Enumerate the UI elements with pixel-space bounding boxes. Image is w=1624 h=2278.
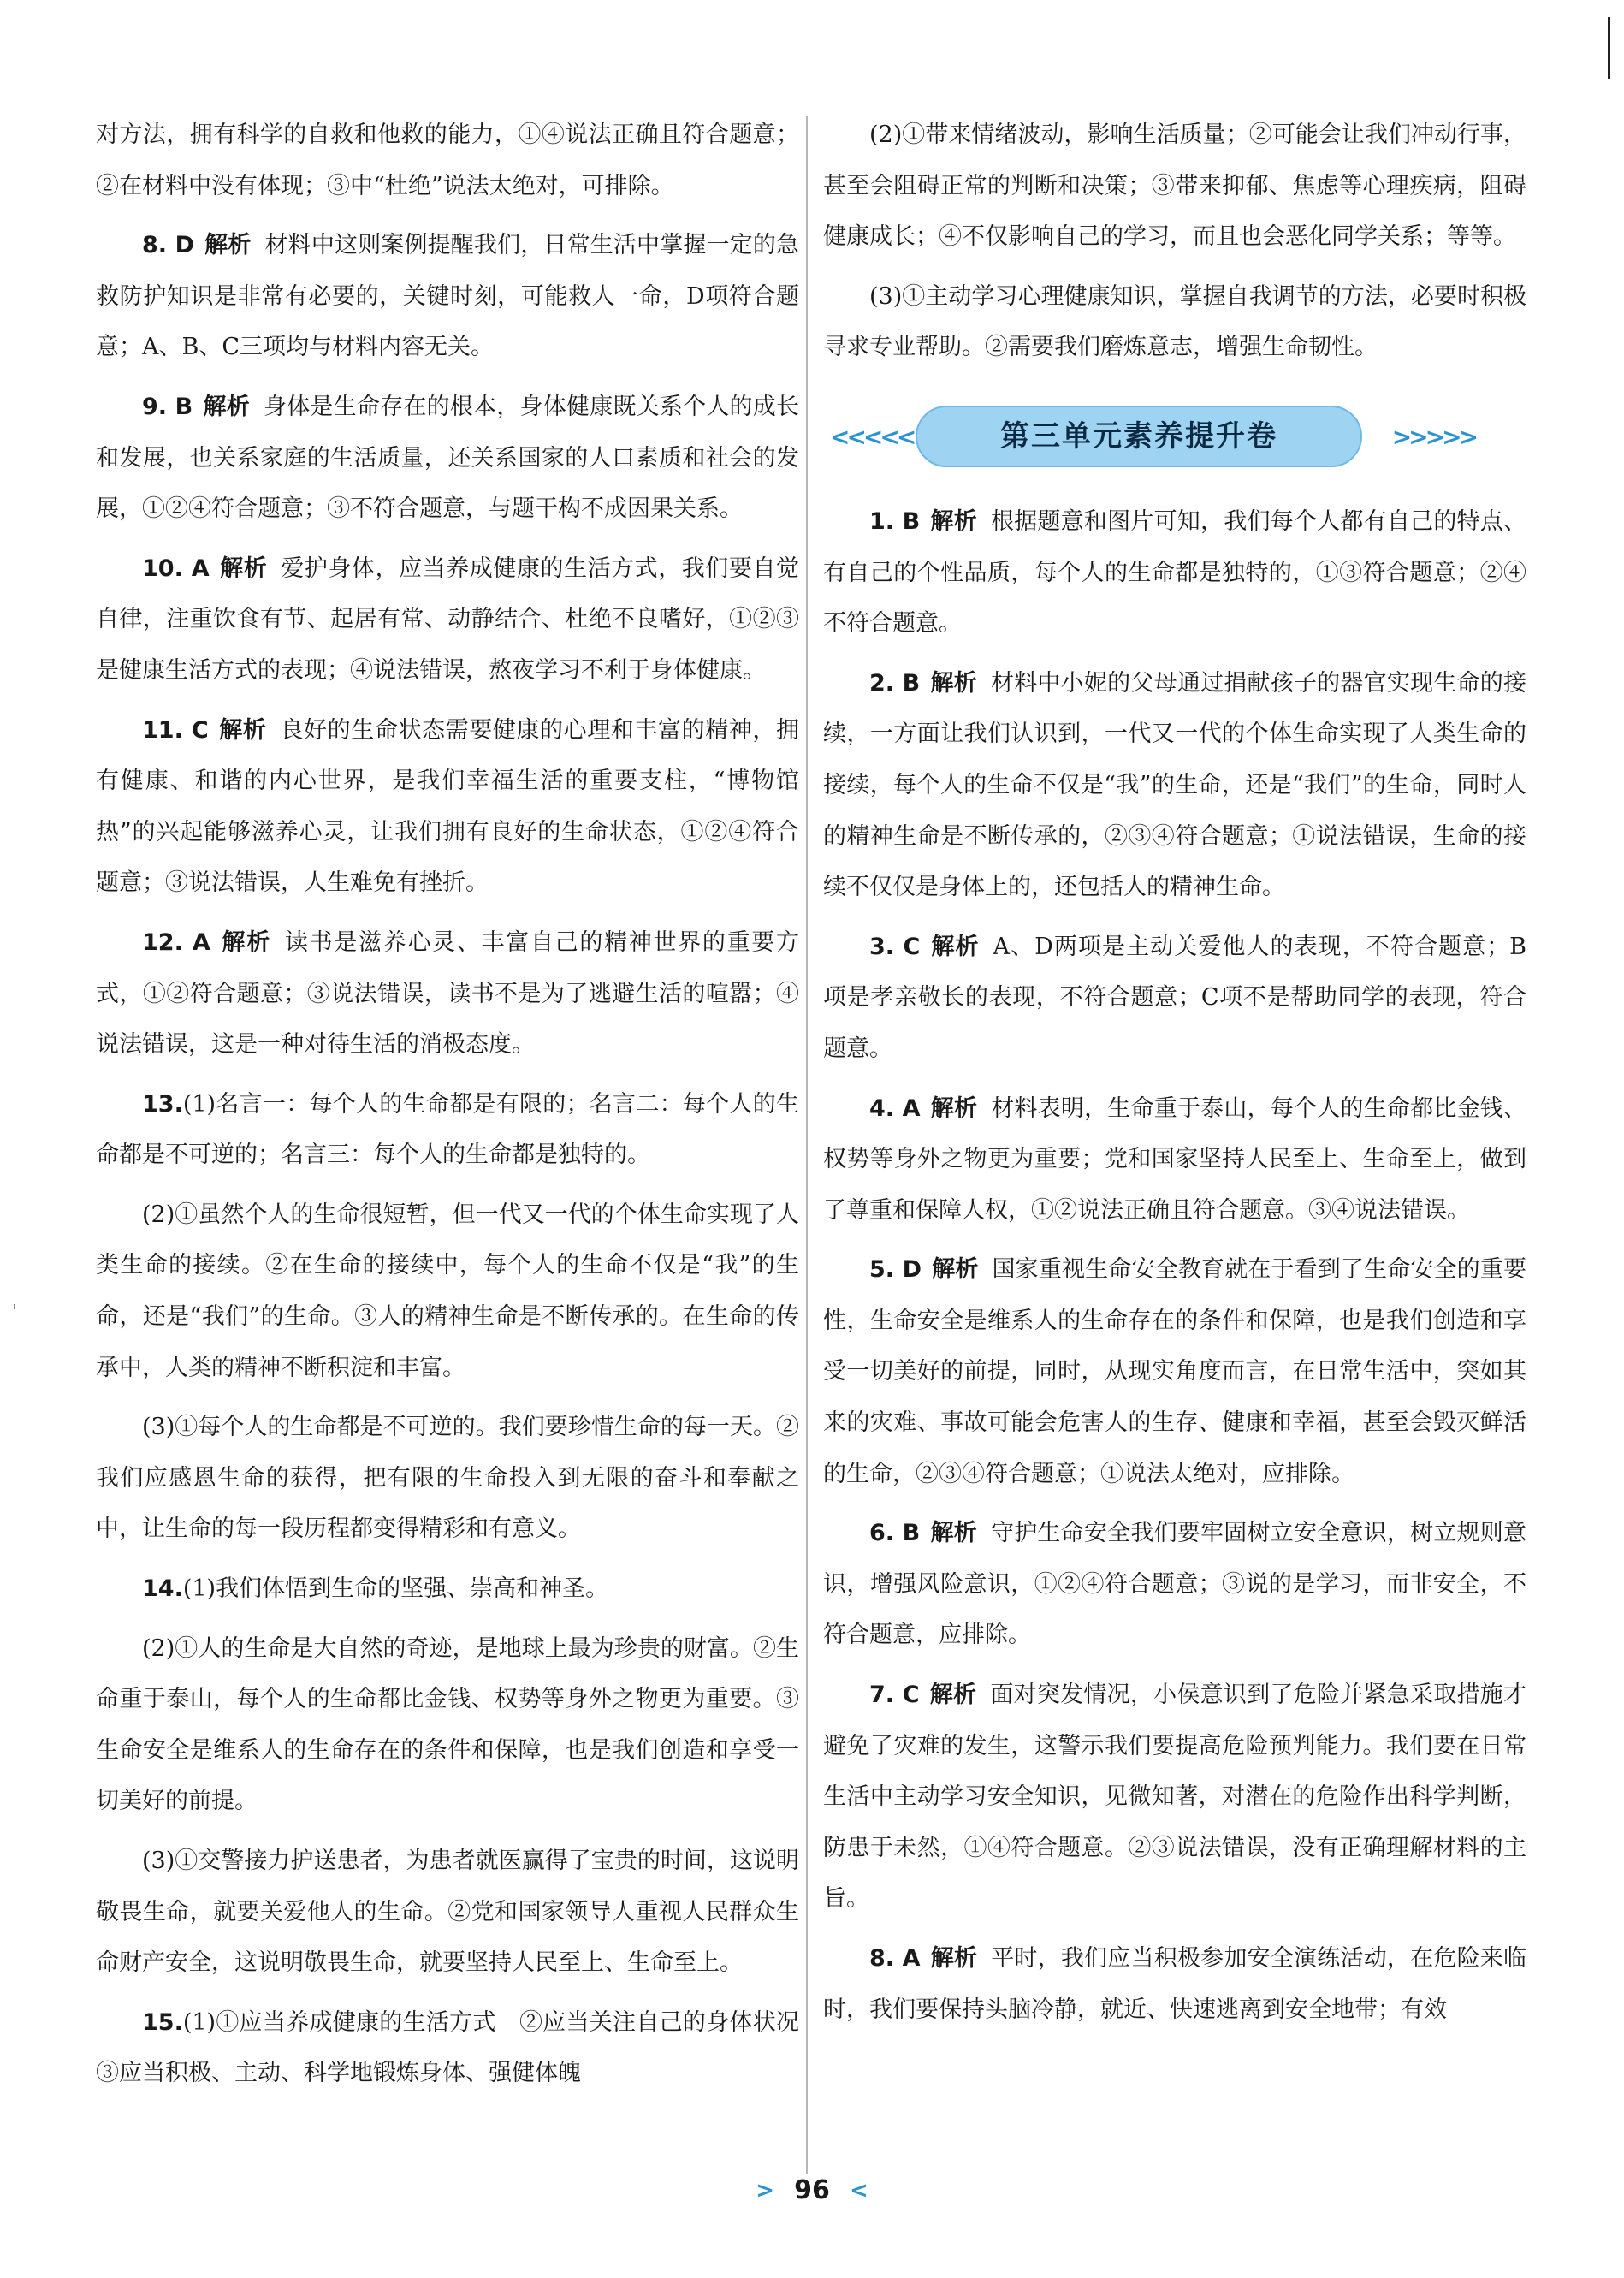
answer-text: (3)①每个人的生命都是不可逆的。我们要珍惜生命的每一天。②我们应感恩生命的获得，把有限的生命投入到无限的奋斗和奉献之中，让生命的每一段历程都变得精彩和有意义。 <box>96 1414 799 1543</box>
section-header <box>823 406 1526 471</box>
answer-text: 材料中这则案例提醒我们，日常生活中掌握一定的急救防护知识是非常有必要的，关键时刻，可能救人一命，D项符合题意；A、B、C三项均与材料内容无关。 <box>96 232 800 361</box>
question-number: 7. C <box>869 1682 920 1709</box>
answer-paragraph <box>823 922 1526 1075</box>
answer-text: 国家重视生命安全教育就在于看到了生命安全的重要性，生命安全是维系人的生命存在的条件和保障，也是我们创造和享受一切美好的前提，同时，从现实角度而言，在日常生活中，突如其来的灾难、事故可能会危害人的生存、健康和幸福，甚至会毁灭鲜活的生命，②③④符合题意；①说法太绝对，应排除。 <box>823 1256 1527 1487</box>
analysis-label: 解析 <box>930 933 980 960</box>
answer-paragraph <box>96 705 799 909</box>
answer-paragraph <box>823 271 1526 373</box>
chevrons-left-icon: <<<<< <box>830 422 914 451</box>
answer-paragraph <box>823 1508 1526 1661</box>
answer-text: (3)①交警接力护送患者，为患者就医赢得了宝贵的时间，这说明敬畏生命，就要关爱他人的生命。②党和国家领导人重视人民群众生命财产安全，这说明敬畏生命，就要坚持人民至上、生命至上。 <box>96 1848 799 1977</box>
answer-paragraph <box>823 1083 1526 1237</box>
question-number: 10. A <box>142 555 210 582</box>
question-number: 1. B <box>869 507 921 535</box>
answer-paragraph <box>96 1079 799 1181</box>
chevrons-right-icon: >>>>> <box>1391 422 1475 451</box>
answer-paragraph <box>823 110 1526 263</box>
answer-text: 身体是生命存在的根本，身体健康既关系个人的成长和发展，也关系家庭的生活质量，还关系国家的人口素质和社会的发展，①②④符合题意；③不符合题意，与题干构不成因果关系。 <box>96 393 800 523</box>
margin-mark <box>14 1304 15 1309</box>
answer-paragraph <box>96 1402 799 1555</box>
answer-text: (3)①主动学习心理健康知识，掌握自我调节的方法，必要时积极寻求专业帮助。②需要我们磨炼意志，增强生命韧性。 <box>823 282 1526 361</box>
question-number: 11. C <box>142 716 209 744</box>
arrow-left-icon: < <box>849 2177 868 2204</box>
answer-text: 材料表明，生命重于泰山，每个人的生命都比金钱、权势等身外之物更为重要；党和国家坚持人民至上、生命至上，做到了尊重和保障人权，①②说法正确且符合题意。③④说法错误。 <box>823 1095 1527 1224</box>
answer-text: 材料中小妮的父母通过捐献孩子的器官实现生命的接续，一方面让我们认识到，一代又一代的个体生命实现了人类生命的接续，每个人的生命不仅是“我”的生命，还是“我们”的生命，同时人的精神生命是不断传承的，②③④符合题意；①说法错误，生命的接续不仅仅是身体上的，还包括人的精神生命。 <box>823 669 1527 901</box>
analysis-label: 解析 <box>930 669 977 697</box>
answer-text: 读书是滋养心灵、丰富自己的精神世界的重要方式，①②符合题意；③说法错误，读书不是为了逃避生活的喧嚣；④说法错误，这是一种对待生活的消极态度。 <box>96 928 800 1059</box>
analysis-label: 解析 <box>930 1095 978 1122</box>
question-number: 8. D <box>142 232 195 259</box>
analysis-label: 解析 <box>219 555 268 582</box>
answer-text: 守护生命安全我们要牢固树立安全意识，树立规则意识，增强风险意识，①②④符合题意；③说的是学习，而非安全，不符合题意，应排除。 <box>823 1520 1527 1649</box>
right-column-top <box>823 110 1526 373</box>
answer-text: 根据题意和图片可知，我们每个人都有自己的特点、有自己的个性品质，每个人的生命都是独特的，①③符合题意；②④不符合题意。 <box>823 507 1527 638</box>
answer-paragraph <box>96 1623 799 1827</box>
answer-paragraph <box>823 1244 1526 1499</box>
question-number: 14. <box>142 1575 183 1603</box>
question-number: 6. B <box>869 1520 921 1547</box>
analysis-label: 解析 <box>203 393 250 420</box>
question-number: 12. A <box>142 928 210 956</box>
question-number: 3. C <box>869 933 921 960</box>
question-number: 2. B <box>869 669 921 697</box>
answer-paragraph <box>823 496 1526 650</box>
right-column <box>823 110 1526 2044</box>
answer-paragraph <box>96 1836 799 1989</box>
page-footer <box>0 2175 1624 2205</box>
question-number: 5. D <box>869 1256 922 1284</box>
question-number: 15. <box>142 2008 183 2036</box>
answer-text: (1)我们体悟到生命的坚强、崇高和神圣。 <box>182 1575 609 1603</box>
answer-text: 对方法，拥有科学的自救和他救的能力，①④说法正确且符合题意；②在材料中没有体现；③中“杜绝”说法太绝对，可排除。 <box>96 122 799 199</box>
analysis-label: 解析 <box>932 1256 979 1284</box>
analysis-label: 解析 <box>930 1945 978 1972</box>
answer-paragraph <box>823 658 1526 913</box>
analysis-label: 解析 <box>218 716 267 744</box>
right-column-bottom <box>823 496 1526 2035</box>
analysis-label: 解析 <box>204 232 252 259</box>
answer-paragraph <box>96 543 799 697</box>
answer-paragraph <box>96 1563 799 1615</box>
answer-text: (2)①虽然个人的生命很短暂，但一代又一代的个体生命实现了人类生命的接续。②在生命的接续中，每个人的生命不仅是“我”的生命，还是“我们”的生命。③人的精神生命是不断传承的。在生命的传承中，人类的精神不断积淀和丰富。 <box>96 1201 799 1381</box>
answer-text: 平时，我们应当积极参加安全演练活动，在危险来临时，我们要保持头脑冷静，就近、快速逃离到安全地带；有效 <box>823 1945 1527 2023</box>
answer-paragraph <box>823 1933 1526 2035</box>
answer-paragraph <box>96 1997 822 2099</box>
answer-text: (1)①应当养成健康的生活方式 ②应当关注自己的身体状况 ③应当积极、主动、科学地锻炼身体、强健体魄 <box>96 2008 822 2087</box>
answer-paragraph <box>96 917 799 1071</box>
answer-text: A、D两项是主动关爱他人的表现，不符合题意；B项是孝亲敬长的表现，不符合题意；C项不是帮助同学的表现，符合题意。 <box>823 933 1526 1062</box>
answer-text: (2)①带来情绪波动，影响生活质量；②可能会让我们冲动行事，甚至会阻碍正常的判断和决策；③带来抑郁、焦虑等心理疾病，阻碍健康成长；④不仅影响自己的学习，而且也会恶化同学关系；等等。 <box>823 122 1526 251</box>
question-number: 4. A <box>869 1095 921 1122</box>
analysis-label: 解析 <box>929 1682 977 1709</box>
answer-text: 面对突发情况，小侯意识到了危险并紧急采取措施才避免了灾难的发生，这警示我们要提高危险预判能力。我们要在日常生活中主动学习安全知识，见微知著，对潜在的危险作出科学判断，防患于未然，①④符合题意。②③说法错误，没有正确理解材料的主旨。 <box>823 1682 1527 1913</box>
question-number: 8. A <box>869 1945 921 1972</box>
question-number: 13. <box>142 1090 183 1118</box>
arrow-right-icon: > <box>756 2177 775 2204</box>
answer-paragraph <box>96 110 799 211</box>
answer-paragraph <box>96 382 799 535</box>
analysis-label: 解析 <box>220 928 271 956</box>
section-title: 第三单元素养提升卷 <box>916 406 1362 467</box>
left-column <box>96 110 822 2108</box>
edge-bar <box>1608 17 1610 79</box>
analysis-label: 解析 <box>930 507 977 535</box>
answer-text: (1)名言一：每个人的生命都是有限的；名言二：每个人的生命都是不可逆的；名言三：每个人的生命都是独特的。 <box>96 1090 799 1169</box>
question-number: 9. B <box>142 393 193 420</box>
answer-paragraph <box>823 1670 1526 1925</box>
page-number: 96 <box>794 2175 830 2205</box>
answer-text: 良好的生命状态需要健康的心理和丰富的精神，拥有健康、和谐的内心世界，是我们幸福生活的重要支柱，“博物馆热”的兴起能够滋养心灵，让我们拥有良好的生命状态，①②④符合题意；③说法错误，人生难免有挫折。 <box>96 716 800 897</box>
column-divider <box>806 116 808 2174</box>
answer-paragraph <box>96 220 799 373</box>
analysis-label: 解析 <box>930 1520 977 1547</box>
answer-text: 爱护身体，应当养成健康的生活方式，我们要自觉自律，注重饮食有节、起居有常、动静结合、杜绝不良嗜好，①②③是健康生活方式的表现；④说法错误，熬夜学习不利于身体健康。 <box>96 555 800 684</box>
answer-paragraph <box>96 1189 799 1393</box>
answer-text: (2)①人的生命是大自然的奇迹，是地球上最为珍贵的财富。②生命重于泰山，每个人的生命都比金钱、权势等身外之物更为重要。③生命安全是维系人的生命存在的条件和保障，也是我们创造和享受一切美好的前提。 <box>96 1634 799 1815</box>
